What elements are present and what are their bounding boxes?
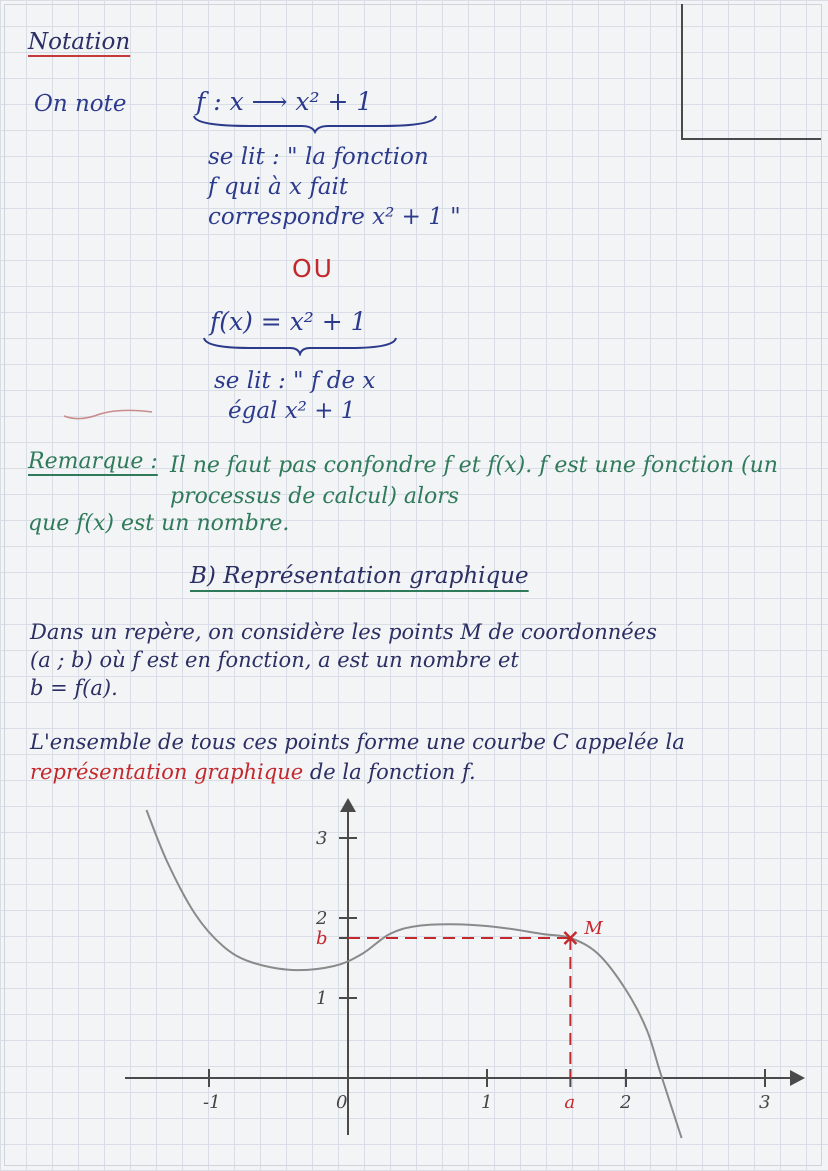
x-tick-label: a bbox=[564, 1092, 576, 1113]
y-axis-arrow bbox=[340, 798, 356, 812]
brace-under-formula-2 bbox=[200, 334, 400, 356]
x-axis-arrow bbox=[790, 1070, 805, 1086]
para1-line-3: b = f(a). bbox=[30, 676, 118, 700]
x-tick-label: -1 bbox=[203, 1092, 221, 1113]
reads-line-1: se lit : " la fonction bbox=[208, 144, 429, 170]
or-word: OU bbox=[292, 254, 334, 283]
para1-line-1: Dans un repère, on considère les points M de coordonnées bbox=[30, 620, 657, 644]
y-tick-label: 1 bbox=[316, 988, 328, 1009]
remark-label: Remarque : bbox=[28, 449, 158, 474]
x-tick-label: 3 bbox=[759, 1092, 771, 1113]
x-tick-label: 0 bbox=[336, 1092, 348, 1113]
x-tick-label: 1 bbox=[481, 1092, 493, 1113]
y-tick-label: 3 bbox=[316, 828, 328, 849]
graphic-representation-term: représentation graphique bbox=[30, 760, 304, 784]
reads-2-line-1: se lit : " f de x bbox=[214, 368, 376, 394]
point-m-label: M bbox=[584, 918, 603, 939]
reads-2-line-2: égal x² + 1 bbox=[228, 398, 356, 424]
y-tick-label: 2 bbox=[316, 908, 328, 929]
pencil-scribble bbox=[60, 402, 160, 424]
margin-box bbox=[681, 4, 821, 140]
para1-line-2: (a ; b) où f est en fonction, a est un nombre et bbox=[30, 648, 519, 672]
section-heading: B) Représentation graphique bbox=[190, 563, 529, 589]
formula-arrow-notation: f : x ⟶ x² + 1 bbox=[196, 87, 373, 116]
function-graph bbox=[0, 780, 828, 1171]
notation-heading: Notation bbox=[28, 29, 131, 55]
remark-text: Il ne faut pas confondre f et f(x). f est une fonction (un processus de calcul) alors bbox=[170, 453, 778, 509]
formula-function-notation: f(x) = x² + 1 bbox=[210, 307, 367, 336]
reads-line-2: f qui à x fait bbox=[208, 174, 349, 200]
function-curve bbox=[146, 810, 681, 1138]
on-note-text: On note bbox=[34, 91, 127, 117]
para2-line-1: L'ensemble de tous ces points forme une courbe C appelée la bbox=[30, 730, 685, 754]
remark-text-end: que f(x) est un nombre. bbox=[28, 511, 290, 536]
reads-line-3: correspondre x² + 1 " bbox=[208, 204, 461, 230]
brace-under-formula-1 bbox=[190, 112, 440, 134]
y-tick-label: b bbox=[316, 928, 328, 949]
para2-line-2-rest: de la fonction f. bbox=[309, 760, 476, 784]
x-tick-label: 2 bbox=[620, 1092, 632, 1113]
